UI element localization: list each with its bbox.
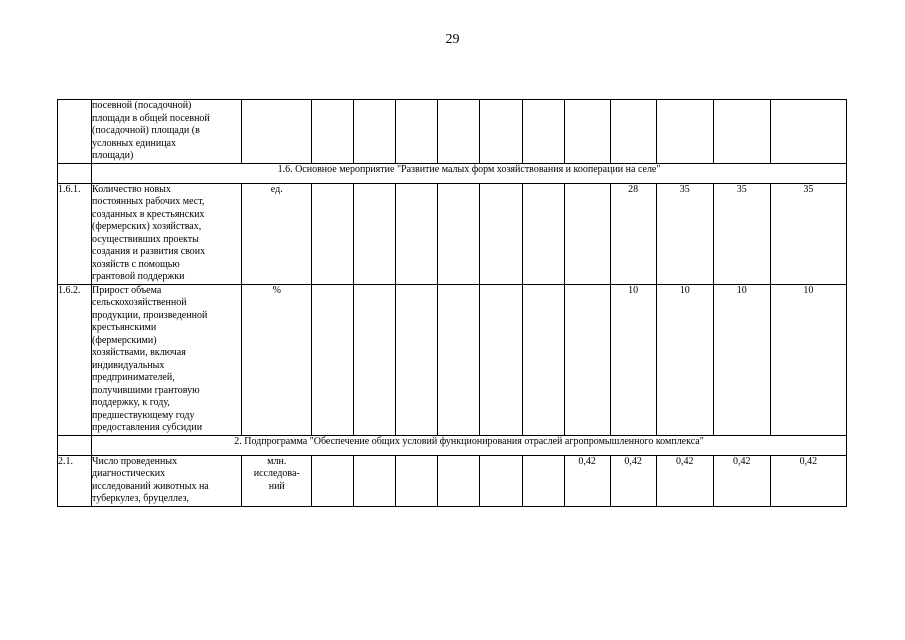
- indicator-name-line: осуществивших проекты: [92, 233, 199, 245]
- indicator-name-line: площади): [92, 150, 134, 161]
- value-cell: 10: [713, 284, 770, 435]
- value-cell: [480, 455, 522, 506]
- table-row: [58, 455, 847, 506]
- value-cell: 35: [713, 183, 770, 284]
- indicator-name-cell: [92, 284, 242, 435]
- value-cell: [713, 100, 770, 164]
- indicator-name-line: грантовой поддержки: [92, 271, 185, 282]
- row-number-cell: 1.6.1.: [58, 183, 92, 284]
- unit-line: ний: [268, 480, 285, 492]
- row-number-cell: [58, 435, 92, 455]
- indicator-name-line: Число проведенных: [92, 455, 178, 467]
- unit-cell: [242, 183, 312, 284]
- section-header-row: [58, 163, 847, 183]
- value-cell: [480, 183, 522, 284]
- value-cell: [312, 100, 354, 164]
- value-cell: [312, 284, 354, 435]
- indicator-name-line: получившими грантовую: [92, 384, 200, 396]
- indicator-name-line: предпринимателей,: [92, 372, 175, 383]
- value-cell: 10: [770, 284, 846, 435]
- row-number-cell: [58, 163, 92, 183]
- row-number-cell: 2.1.: [58, 455, 92, 506]
- value-cell: [438, 284, 480, 435]
- value-cell: [438, 455, 480, 506]
- unit-cell: [242, 455, 312, 506]
- value-cell: 0,42: [713, 455, 770, 506]
- indicator-name-line: посевной (посадочной): [92, 100, 192, 111]
- unit-cell: [242, 284, 312, 435]
- unit-line: исследова-: [253, 468, 300, 479]
- value-cell: [522, 455, 564, 506]
- value-cell: 0,42: [610, 455, 656, 506]
- indicator-name-cell: [92, 100, 242, 164]
- indicator-name-line: условных единицах: [92, 137, 176, 149]
- indicator-name-line: диагностических: [92, 468, 166, 479]
- value-cell: 35: [656, 183, 713, 284]
- value-cell: [770, 100, 846, 164]
- indicator-name-line: создания и развития своих: [92, 246, 206, 257]
- value-cell: [656, 100, 713, 164]
- value-cell: [396, 100, 438, 164]
- value-cell: [480, 284, 522, 435]
- indicator-name-cell: [92, 183, 242, 284]
- indicator-name-line: исследований животных на: [92, 480, 209, 492]
- value-cell: [354, 455, 396, 506]
- value-cell: [312, 183, 354, 284]
- indicator-name-line: туберкулез, бруцеллез,: [92, 493, 190, 504]
- unit-line: %: [272, 284, 281, 296]
- row-number-cell: 1.6.2.: [58, 284, 92, 435]
- value-cell: 10: [656, 284, 713, 435]
- value-cell: 10: [610, 284, 656, 435]
- section-header-row: [58, 435, 847, 455]
- indicator-name-line: (фермерскими): [92, 334, 157, 346]
- value-cell: [522, 183, 564, 284]
- indicator-name-line: хозяйствами, включая: [92, 347, 186, 358]
- indicator-name-line: продукции, произведенной: [92, 309, 208, 321]
- value-cell: [354, 100, 396, 164]
- unit-line: ед.: [270, 183, 283, 195]
- indicator-name-line: Прирост объема: [92, 284, 162, 296]
- value-cell: [480, 100, 522, 164]
- section-title: 1.6. Основное мероприятие "Развитие малых форм хозяйствования и кооперации на селе": [92, 163, 847, 183]
- indicator-name-line: предоставления субсидии: [92, 422, 203, 433]
- indicator-name-line: (фермерских) хозяйствах,: [92, 221, 202, 232]
- value-cell: [354, 284, 396, 435]
- value-cell: [438, 183, 480, 284]
- value-cell: 0,42: [656, 455, 713, 506]
- value-cell: 35: [770, 183, 846, 284]
- section-title: 2. Подпрограмма "Обеспечение общих условий функционирования отраслей агропромышленного комплекса": [92, 435, 847, 455]
- value-cell: 0,42: [770, 455, 846, 506]
- indicator-name-line: индивидуальных: [92, 359, 165, 371]
- value-cell: [396, 455, 438, 506]
- value-cell: [564, 183, 610, 284]
- value-cell: [564, 100, 610, 164]
- indicator-name-line: постоянных рабочих мест,: [92, 196, 205, 207]
- indicator-name-line: созданных в крестьянских: [92, 208, 205, 220]
- indicator-name-line: сельскохозяйственной: [92, 297, 187, 308]
- unit-line: млн.: [267, 455, 287, 467]
- indicator-name-line: Количество новых: [92, 183, 171, 195]
- value-cell: 28: [610, 183, 656, 284]
- indicator-name-line: предшествующему году: [92, 409, 195, 421]
- row-number-cell: [58, 100, 92, 164]
- indicator-name-line: площади в общей посевной: [92, 112, 210, 124]
- value-cell: [438, 100, 480, 164]
- table-row: [58, 100, 847, 164]
- indicator-name-cell: [92, 455, 242, 506]
- indicator-name-line: крестьянскими: [92, 322, 157, 333]
- value-cell: [312, 455, 354, 506]
- value-cell: [610, 100, 656, 164]
- value-cell: [522, 100, 564, 164]
- indicator-name-line: хозяйств с помощью: [92, 258, 180, 270]
- value-cell: [396, 183, 438, 284]
- value-cell: 0,42: [564, 455, 610, 506]
- table-row: [58, 284, 847, 435]
- value-cell: [396, 284, 438, 435]
- table-row: [58, 183, 847, 284]
- value-cell: [564, 284, 610, 435]
- unit-cell: [242, 100, 312, 164]
- page-number: 29: [445, 32, 460, 47]
- value-cell: [354, 183, 396, 284]
- value-cell: [522, 284, 564, 435]
- indicator-name-line: поддержку, к году,: [92, 397, 170, 408]
- indicators-table: [57, 99, 847, 507]
- indicator-name-line: (посадочной) площади (в: [92, 125, 200, 136]
